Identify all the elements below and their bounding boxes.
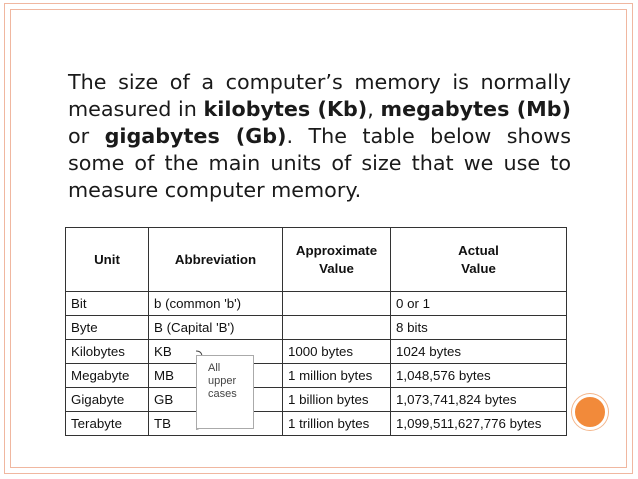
cell-approx: 1 billion bytes	[283, 388, 391, 412]
table-header-row	[66, 228, 567, 292]
table-row	[66, 412, 567, 436]
cell-approx	[283, 292, 391, 316]
cell-abbreviation: MB	[149, 364, 283, 388]
cell-abbreviation: b (common 'b')	[149, 292, 283, 316]
cell-abbreviation: GB	[149, 388, 283, 412]
table-row	[66, 340, 567, 364]
cell-actual: 8 bits	[391, 316, 567, 340]
cell-actual: 1024 bytes	[391, 340, 567, 364]
memory-units-table	[65, 227, 566, 439]
cell-approx	[283, 316, 391, 340]
cell-actual: 1,099,511,627,776 bytes	[391, 412, 567, 436]
kilobytes-term: kilobytes (Kb)	[203, 97, 368, 121]
intro-paragraph: The size of a computer’s memory is normally measured in kilobytes (Kb), megabytes (Mb) or gigabytes (Gb). The table below shows some of the main units of size that we use to measure computer memory.	[68, 70, 571, 202]
table-row	[66, 364, 567, 388]
cell-abbreviation: B (Capital 'B')	[149, 316, 283, 340]
table-row	[66, 292, 567, 316]
cell-unit: Kilobytes	[66, 340, 149, 364]
cell-unit: Bit	[66, 292, 149, 316]
table-row	[66, 316, 567, 340]
cell-unit: Megabyte	[66, 364, 149, 388]
cell-abbreviation: KB	[149, 340, 283, 364]
upper-case-note: All upper cases	[196, 355, 254, 429]
header-actual-value: Actual Value	[391, 228, 567, 292]
cell-abbreviation: TB	[149, 412, 283, 436]
header-unit: Unit	[66, 228, 149, 292]
cell-unit: Gigabyte	[66, 388, 149, 412]
table-row	[66, 388, 567, 412]
cell-actual: 1,073,741,824 bytes	[391, 388, 567, 412]
header-abbreviation: Abbreviation	[149, 228, 283, 292]
cell-unit: Terabyte	[66, 412, 149, 436]
header-approximate-value: Approximate Value	[283, 228, 391, 292]
gigabytes-term: gigabytes (Gb)	[104, 124, 287, 148]
cell-unit: Byte	[66, 316, 149, 340]
decorative-circle	[572, 394, 608, 430]
cell-approx: 1 trillion bytes	[283, 412, 391, 436]
cell-actual: 0 or 1	[391, 292, 567, 316]
cell-approx: 1000 bytes	[283, 340, 391, 364]
cell-actual: 1,048,576 bytes	[391, 364, 567, 388]
megabytes-term: megabytes (Mb)	[380, 97, 571, 121]
cell-approx: 1 million bytes	[283, 364, 391, 388]
